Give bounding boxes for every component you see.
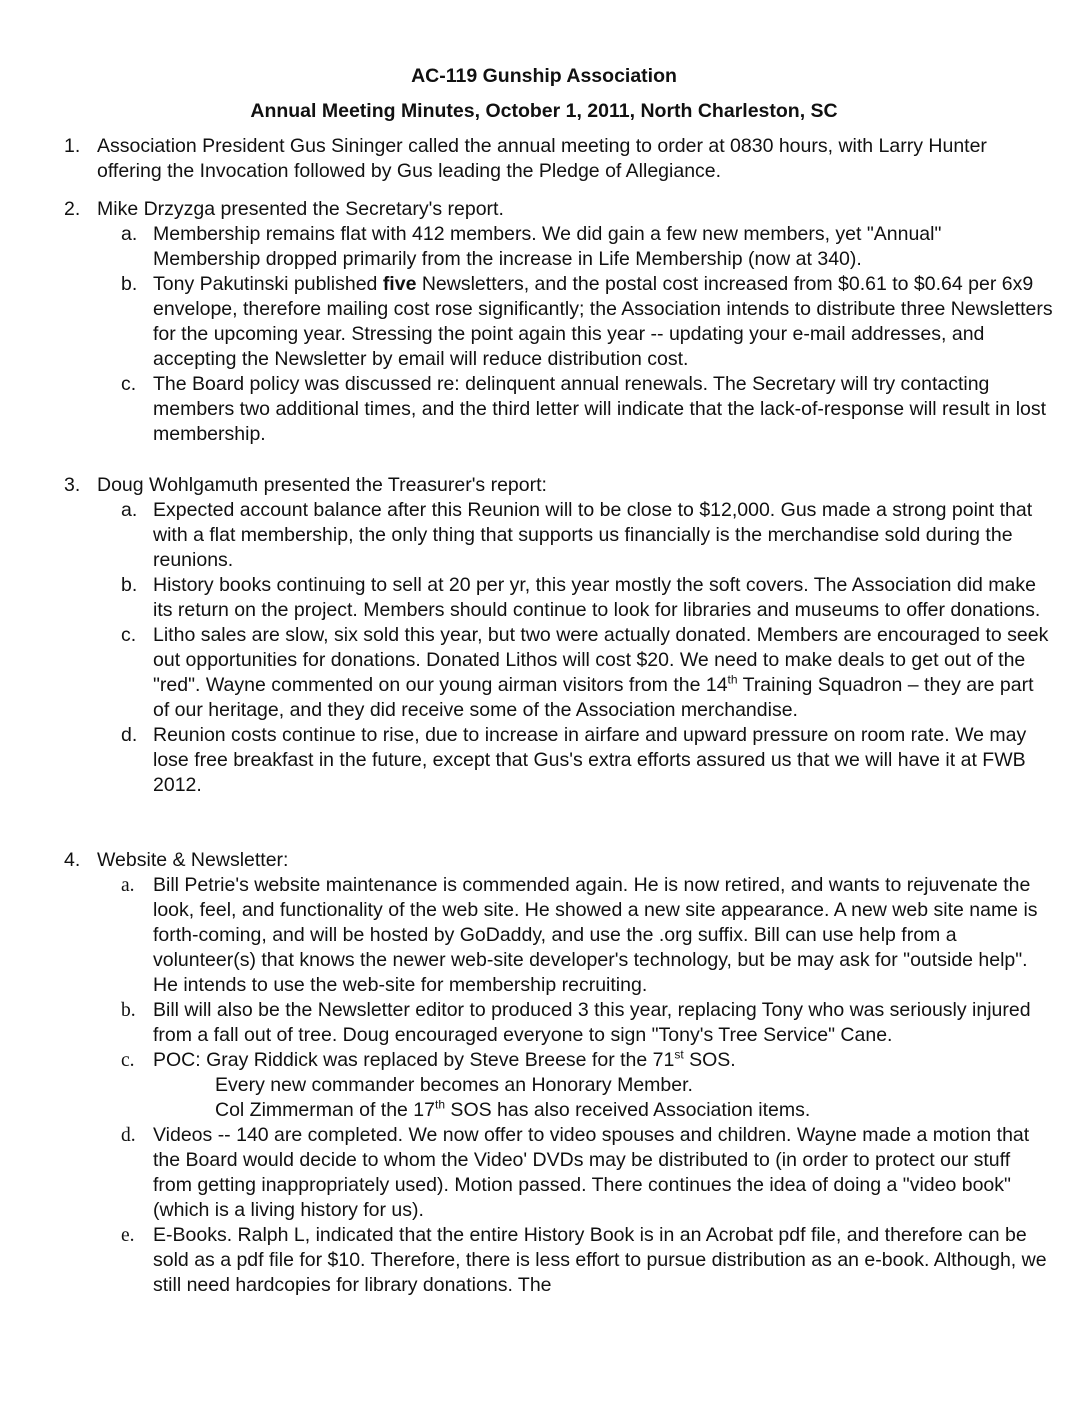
poc-line-2: Every new commander becomes an Honorary Member. bbox=[215, 1074, 693, 1096]
agenda-item-3 bbox=[64, 473, 1054, 798]
subitem-letter: c. bbox=[121, 1050, 135, 1071]
subitem-text bbox=[153, 1048, 1054, 1123]
subitem-text: Reunion costs continue to rise, due to increase in airfare and upward pressure on room rate. We may lose free breakfast in the future, except that Gus's extra efforts assured us that we will have it at FWB 2012. bbox=[153, 724, 1027, 796]
subitem-letter: d. bbox=[121, 724, 138, 746]
item-number: 4. bbox=[64, 849, 81, 871]
subitem-letter: c. bbox=[121, 624, 137, 646]
item-text: Doug Wohlgamuth presented the Treasurer's report: bbox=[97, 474, 547, 496]
subitem-2b bbox=[97, 272, 1054, 372]
subitem-text: Bill will also be the Newsletter editor to produced 3 this year, replacing Tony who was seriously injured from a fall out of tree. Doug encouraged everyone to sign "Tony's Tree Service" Cane. bbox=[153, 999, 1031, 1046]
subitem-text: E-Books. Ralph L, indicated that the entire History Book is in an Acrobat pdf file, and therefore can be sold as a pdf file for $10. Therefore, there is less effort to pursue distribution as an e-book. Although, we still need hardcopies for library donations. The bbox=[153, 1224, 1047, 1296]
subitem-letter: d. bbox=[121, 1125, 136, 1146]
subitem-letter: b. bbox=[121, 1000, 136, 1021]
subitem-letter: b. bbox=[121, 273, 138, 295]
subitem-text: Litho sales are slow, six sold this year, but two were actually donated. Members are encouraged to seek out opportunities for donations. Donated Lithos will cost $20. We need to make deals to get out of the "red". Wayne commented on our young airman visitors from the 14th Training Squadron – they are part of our heritage, and they did receive some of the Association merchandise. bbox=[153, 624, 1049, 721]
poc-line-3: Col Zimmerman of the 17th SOS has also received Association items. bbox=[215, 1097, 811, 1121]
subitem-4d bbox=[97, 1123, 1054, 1223]
minutes-title: Annual Meeting Minutes, October 1, 2011, North Charleston, SC bbox=[250, 100, 838, 122]
subitem-3a bbox=[97, 498, 1054, 573]
subitem-letter: e. bbox=[121, 1225, 135, 1246]
subitem-text: Videos -- 140 are completed. We now offer to video spouses and children. Wayne made a motion that the Board would decide to whom the Video' DVDs may be distributed to (in order to protect our stuff from getting inappropriately used). Motion passed. There continues the idea of doing a "video book" (which is a living history for us). bbox=[153, 1124, 1030, 1221]
subitem-2a bbox=[97, 222, 1054, 272]
subitem-letter: c. bbox=[121, 373, 137, 395]
organization-title: AC-119 Gunship Association bbox=[411, 65, 677, 87]
agenda-item-4 bbox=[64, 848, 1054, 1298]
subitem-4a bbox=[97, 873, 1054, 998]
subitem-text: Membership remains flat with 412 members. We did gain a few new members, yet "Annual" Membership dropped primarily from the increase in Life Membership (now at 340). bbox=[153, 223, 942, 270]
subitem-letter: a. bbox=[121, 499, 138, 521]
item-number: 3. bbox=[64, 474, 81, 496]
item-number: 1. bbox=[64, 135, 81, 157]
subitem-letter: b. bbox=[121, 574, 138, 596]
subitem-4e bbox=[97, 1223, 1054, 1298]
item-text: Association President Gus Sininger called the annual meeting to order at 0830 hours, with Larry Hunter offering the Invocation followed by Gus leading the Pledge of Allegiance. bbox=[97, 135, 987, 182]
subitem-text: The Board policy was discussed re: delinquent annual renewals. The Secretary will try contacting members two additional times, and the third letter will indicate that the lack-of-response will result in lost membership. bbox=[153, 373, 1047, 445]
subitem-letter: a. bbox=[121, 223, 138, 245]
subitem-text: Tony Pakutinski published five Newsletters, and the postal cost increased from $0.61 to $0.64 per 6x9 envelope, therefore mailing cost rose significantly; the Association intends to distribute three Newsletters for the upcoming year. Stressing the point again this year -- updating your e-mail addresses, and accepting the Newsletter by email will reduce distribution cost. bbox=[153, 273, 1053, 370]
agenda-item-1 bbox=[64, 134, 1054, 184]
item-number: 2. bbox=[64, 198, 81, 220]
subitem-3c bbox=[97, 623, 1054, 723]
emphasis-five: five bbox=[382, 273, 417, 295]
poc-line-1: POC: Gray Riddick was replaced by Steve Breese for the 71st SOS. bbox=[153, 1047, 736, 1071]
subitem-text: Expected account balance after this Reunion will to be close to $12,000. Gus made a strong point that with a flat membership, the only thing that supports us financially is the merchandise sold during the reunions. bbox=[153, 499, 1033, 571]
subitem-text: Bill Petrie's website maintenance is commended again. He is now retired, and wants to rejuvenate the look, feel, and functionality of the web site. He showed a new site appearance. A new web site name is forth-coming, and will be hosted by GoDaddy, and use the .org suffix. Bill can use help from a volunteer(s) that knows the newer web-site developer's technology, but be may ask for "outside help". He intends to use the web-site for membership recruiting. bbox=[153, 874, 1038, 996]
subitem-3b bbox=[97, 573, 1054, 623]
subitem-4c bbox=[97, 1048, 1054, 1123]
subitem-4b bbox=[97, 998, 1054, 1048]
item-text: Mike Drzyzga presented the Secretary's report. bbox=[97, 198, 504, 220]
agenda-item-2 bbox=[64, 197, 1054, 447]
item-text: Website & Newsletter: bbox=[97, 849, 289, 871]
subitem-letter: a. bbox=[121, 875, 135, 896]
subitem-text: History books continuing to sell at 20 per yr, this year mostly the soft covers. The Association did make its return on the project. Members should continue to look for libraries and museums to offer donations. bbox=[153, 574, 1041, 621]
subitem-3d bbox=[97, 723, 1054, 798]
subitem-2c bbox=[97, 372, 1054, 447]
